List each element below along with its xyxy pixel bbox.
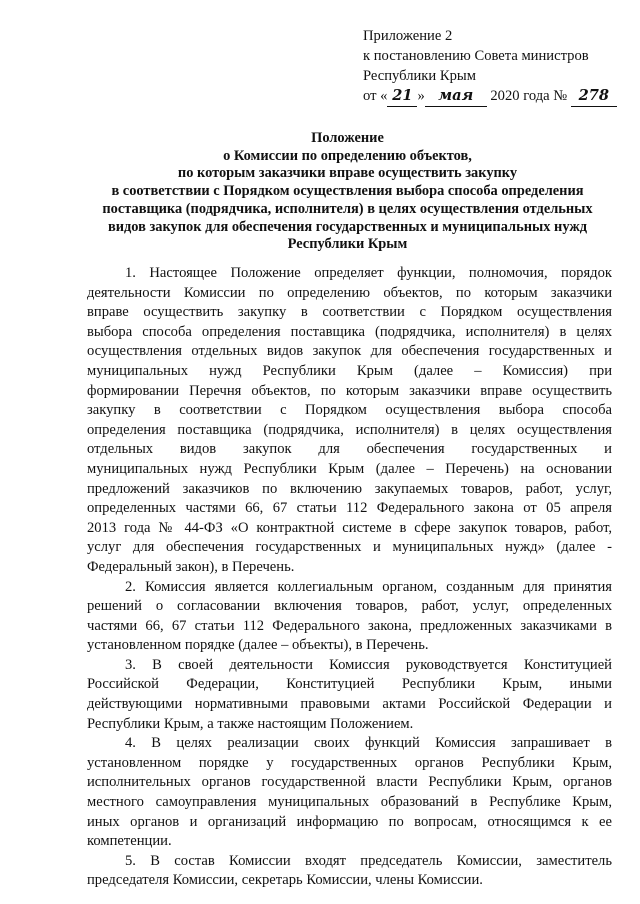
paragraph-line: действующими нормативными правовыми актами Российской Федерации и [87,696,612,713]
appendix-number: Приложение 2 [363,28,453,44]
date-mid: » [417,88,425,104]
document-body [87,264,612,891]
paragraph-line: закупку в соответствии с Порядком осуществления выбора способа [87,402,612,419]
paragraph-line: 3. В своей деятельности Комиссия руководствуется Конституцией [125,656,612,673]
title-line: поставщика (подрядчика, исполнителя) в целях осуществления отдельных [102,200,593,217]
paragraph-line: председателя Комиссии, секретарь Комиссии, члены Комиссии. [87,872,483,889]
title-line: Республики Крым [287,236,408,253]
paragraph-line: определенных частями 66, 67 статьи 112 Федерального закона от 05 апреля [87,500,612,517]
paragraph-line: осуществления отдельных видов закупок для обеспечения государственных и [87,343,612,360]
paragraph-line: 4. В целях реализации своих функций Комиссия запрашивает в [125,735,612,752]
paragraph-line: частями 66, 67 статьи 112 Федерального закона, предложенных заказчиками в [87,617,612,634]
paragraph-line: 1. Настоящее Положение определяет функции, полномочия, порядок [125,265,612,281]
title-line: по которым заказчики вправе осуществить закупку [177,165,518,182]
appendix-date-line [363,86,633,107]
paragraph-line: 2. Комиссия является коллегиальным органом, созданным для принятия [125,578,612,595]
paragraph-line: местного самоуправления муниципальных образований в Республике Крым, [87,794,612,811]
paragraph-line: 2013 года № 44-ФЗ «О контрактной системе в сфере закупок товаров, работ, [87,519,612,536]
paragraph-4 [87,734,612,852]
resolution-number-handwritten: 278 [571,86,617,107]
paragraph-line: муниципальных нужд Республики Крым (далее – Перечень) на основании [87,460,612,477]
title-line: видов закупок для обеспечения государственных и муниципальных нужд [107,218,588,235]
paragraph-1 [87,264,612,578]
paragraph-5 [87,852,612,891]
date-day-handwritten: 21 [387,86,417,107]
appendix-resolution: к постановлению Совета министров [363,48,589,64]
paragraph-line: предложений заказчиков по включению закупаемых товаров, работ, услуг, [87,480,612,497]
paragraph-line: Российской Федерации, Конституцией Республики Крым, иными [87,676,612,693]
paragraph-2 [87,578,612,656]
appendix-republic: Республики Крым [363,68,476,84]
paragraph-line: Республики Крым, а также настоящим Положением. [87,715,414,732]
paragraph-line: компетенции. [87,833,172,850]
document-title [80,130,615,254]
paragraph-line: отдельных видов закупок для обеспечения государственных и [87,441,612,458]
paragraph-line: Федеральный закон), в Перечень. [87,558,295,575]
date-month-handwritten: мая [425,86,487,107]
paragraph-line: услуг для обеспечения государственных и муниципальных нужд» (далее - [87,539,612,556]
paragraph-line: вправе осуществить закупку в соответствии с Порядком осуществления [87,304,612,321]
paragraph-3 [87,656,612,734]
date-year: 2020 года № [486,88,571,104]
paragraph-line: выбора способа определения поставщика (подрядчика, исполнителя) в целях [87,323,612,340]
paragraph-line: 5. В состав Комиссии входят председатель Комиссии, заместитель [125,852,612,869]
date-prefix: от « [363,88,388,104]
title-line: о Комиссии по определению объектов, [223,147,472,164]
paragraph-line: деятельности Комиссии по определению объектов, по которым заказчики [87,284,612,301]
appendix-header [363,26,633,107]
title-line: в соответствии с Порядком осуществления выбора способа определения [111,183,584,200]
paragraph-line: установленном порядке у государственных органов Республики Крым, [87,754,612,771]
paragraph-line: решений о согласовании включения товаров, работ, услуг, определенных [87,598,612,615]
paragraph-line: иных органов и организаций информацию по вопросам, относящимся к ее [87,813,612,830]
title-line: Положение [311,130,384,146]
paragraph-line: муниципальных нужд Республики Крым (далее – Комиссия) при [87,362,612,379]
paragraph-line: определения поставщика (подрядчика, исполнителя) в целях осуществления [87,421,612,438]
paragraph-line: исполнительных органов государственной власти Республики Крым, органов [87,774,612,791]
paragraph-line: установленном порядке (далее – объекты), в Перечень. [87,637,429,654]
paragraph-line: формировании Перечня объектов, по которым заказчики вправе осуществить [87,382,612,399]
